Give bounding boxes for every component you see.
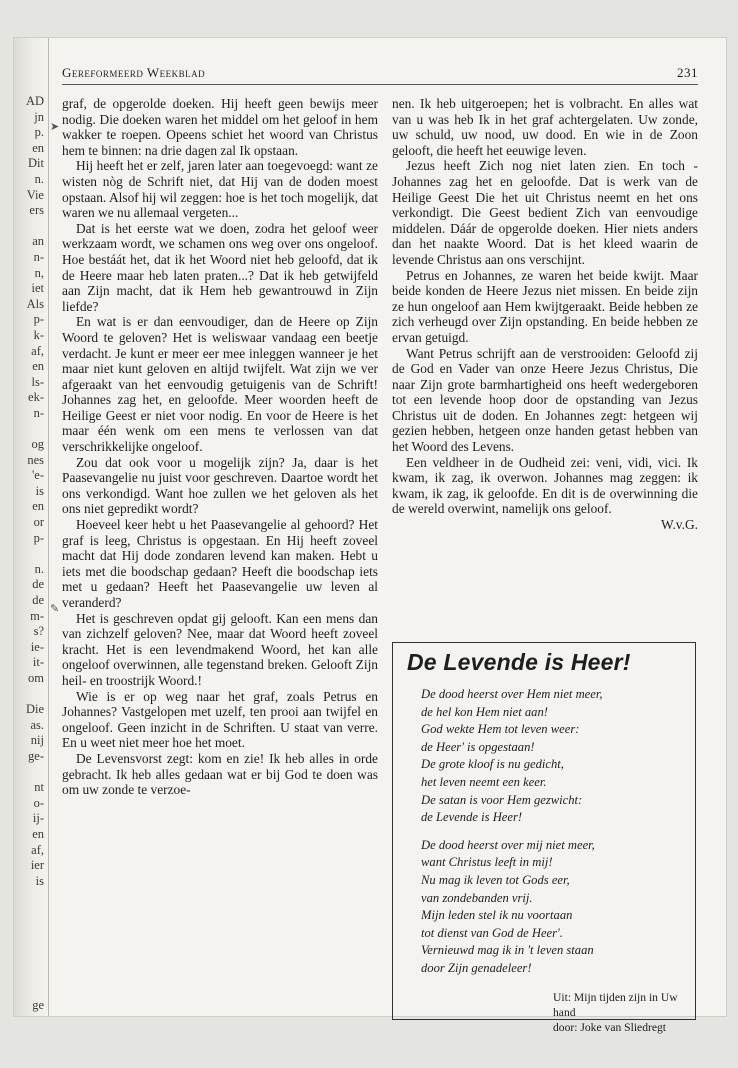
poem-line: de Levende is Heer! bbox=[421, 810, 523, 825]
fragment-line: nes bbox=[27, 452, 44, 467]
poem-line: De dood heerst over Hem niet meer, bbox=[421, 687, 603, 701]
fragment-line: p- bbox=[33, 312, 44, 327]
fragment-line: og bbox=[31, 437, 44, 452]
fragment-line: en bbox=[32, 499, 44, 514]
fragment-line bbox=[16, 936, 44, 952]
fragment-line bbox=[16, 967, 44, 983]
paragraph: De Levensvorst zegt: kom en zie! Ik heb alles in orde gebracht. Ik heb alles gedaan wat er bij God te doen was om uw zonde te verzoe- bbox=[62, 750, 378, 798]
fragment-line: AD bbox=[25, 94, 44, 108]
fragment-line: ls- bbox=[31, 374, 44, 389]
fragment-line: k- bbox=[33, 327, 44, 342]
poem-line: God wekte Hem tot leven weer: bbox=[421, 722, 580, 737]
fragment-line: ge- bbox=[28, 748, 44, 763]
left-column bbox=[62, 96, 378, 798]
paragraph: Zou dat ook voor u mogelijk zijn? Ja, daar is het Paasevangelie nu juist voor geschreven. Daartoe wordt het ons verkondigd. Want hoe zullen we het geloven als het ons niet gepredikt wordt? bbox=[62, 454, 378, 517]
fragment-line bbox=[16, 889, 44, 905]
fragment-line: Als bbox=[26, 296, 44, 311]
fragment-line bbox=[16, 687, 44, 703]
fragment-line bbox=[16, 983, 44, 999]
poem-line: De satan is voor Hem gezwicht: bbox=[421, 792, 583, 807]
fragment-line: it- bbox=[32, 655, 44, 670]
fragment-line: ie- bbox=[30, 639, 44, 654]
paragraph: Jezus heeft Zich nog niet laten zien. En toch - Johannes zag het en geloofde. Dat is werk van de Heilige Geest Die het uit Christus neemt en het ons verkondigt. Die Geest bedient Zich van eenvoudige middelen. Dáár de opgerolde doeken. Hier niets anders dan het naakte Woord. Dat is het kleed waarin de levende Christus aan ons verschijnt. bbox=[392, 158, 698, 267]
fragment-line: af, bbox=[31, 343, 44, 358]
page-number: 231 bbox=[677, 65, 698, 80]
fragment-line bbox=[16, 905, 44, 921]
fragment-line: jn bbox=[34, 109, 44, 124]
poem-line: Mijn leden stel ik nu voortaan bbox=[421, 908, 573, 923]
paragraph: Een veldheer in de Oudheid zei: veni, vidi, vici. Ik kwam, ik zag, ik overwon. Johannes mag zeggen: ik kwam, ik zag, ik geloofde. En dit is de overwinning die de wereld overwint, namelijk ons geloof. bbox=[392, 454, 698, 517]
previous-page-fragments bbox=[16, 94, 44, 1014]
poem-line: want Christus leeft in mij! bbox=[421, 855, 553, 870]
fragment-line: an bbox=[32, 234, 44, 249]
poem-line: Vernieuwd mag ik in 't leven staan bbox=[421, 943, 594, 958]
paragraph: Het is geschreven opdat gij gelooft. Kan een mens dan van zichzelf geloven? Nee, maar dat Woord heeft zoveel kracht. Het is een levendmakend Woord, het kan alle ongeloof overwinnen, alle tegenstand breken. Gelooft Zijn heil- en troostrijk Woord.! bbox=[62, 610, 378, 688]
fragment-line: o- bbox=[33, 795, 44, 810]
paragraph: Petrus en Johannes, ze waren het beide kwijt. Maar beide konden de Heere Jezus niet missen. En beide zijn ze hun ongeloof aan Hem kwijtgeraakt. Beide hebben ze zich verheugd over Zijn opstanding. En beide hebben ze ervan getuigd. bbox=[392, 267, 698, 345]
fragment-line: m- bbox=[30, 608, 44, 623]
fragment-line: or bbox=[33, 515, 44, 530]
poem-line: De grote kloof is nu gedicht, bbox=[421, 757, 564, 772]
fragment-line bbox=[16, 765, 44, 781]
paragraph: Dat is het eerste wat we doen, zodra het geloof weer werkzaam wordt, we schamen ons weg over ons ongeloof. Hoe bestáát het, dat ik het Woord niet heb geloofd, dat ik de Heere maar heb laten praten...? Dat ik heb getwijfeld aan Zijn macht, dat ik Hem heb gewantrouwd in Zijn liefde? bbox=[62, 220, 378, 314]
fragment-line bbox=[16, 421, 44, 437]
fragment-line: en bbox=[32, 826, 44, 841]
fragment-line: p. bbox=[34, 125, 44, 140]
paragraph: Hij heeft het er zelf, jaren later aan toegevoegd: want ze wisten nòg de Schrift niet, dat Hij van de doden moest opstaan. Alsof hij wil zeggen: hoe is het toch mogelijk, dat waren we nu allemaal vergeten... bbox=[62, 158, 378, 221]
credit-source: Uit: Mijn tijden zijn in Uw hand bbox=[553, 990, 678, 1019]
fragment-line: n. bbox=[34, 561, 44, 576]
fragment-line: n. bbox=[34, 171, 44, 186]
poem-line: De dood heerst over mij niet meer, bbox=[421, 837, 595, 852]
paragraph: graf, de opgerolde doeken. Hij heeft geen bewijs meer nodig. Die doeken waren het middel om het geloof in hem wakker te roepen. Opeens schiet het woord van Christus hem te binnen: na drie dagen zal Ik opstaan. bbox=[62, 96, 378, 158]
paragraph: Wie is er op weg naar het graf, zoals Petrus en Johannes? Vastgelopen met uzelf, ten prooi aan twijfel en ongeloof. Geen inzicht in de Schriften. U staat van verre. En u weet niet meer hoe het moet. bbox=[62, 688, 378, 751]
fragment-line: de bbox=[32, 577, 44, 592]
signature-line bbox=[392, 517, 698, 533]
fragment-line: iet bbox=[31, 281, 44, 296]
fragment-line: p- bbox=[33, 530, 44, 545]
margin-mark-icon: ✎ bbox=[50, 603, 60, 615]
fragment-line: en bbox=[32, 140, 44, 155]
fragment-line bbox=[16, 952, 44, 968]
poem-credit bbox=[553, 990, 685, 1035]
fragment-line bbox=[16, 920, 44, 936]
credit-author: door: Joke van Sliedregt bbox=[553, 1020, 667, 1034]
magazine-page bbox=[14, 38, 726, 1034]
fragment-line: 'e- bbox=[32, 468, 44, 483]
fragment-line: Vie bbox=[26, 187, 44, 202]
poem-line: van zondebanden vrij. bbox=[421, 890, 533, 905]
fragment-line bbox=[16, 546, 44, 562]
binding-gutter bbox=[14, 38, 49, 1016]
poem-line: de hel kon Hem niet aan! bbox=[421, 704, 548, 719]
poem-box bbox=[392, 642, 696, 1034]
fragment-line: ier bbox=[30, 858, 44, 873]
poem-stanza-1 bbox=[421, 686, 685, 827]
fragment-line: as. bbox=[30, 717, 44, 732]
fragment-line bbox=[16, 219, 44, 235]
paragraph: Want Petrus schrijft aan de verstrooiden: Geloofd zij de God en Vader van onze Heere Jezus Christus, Die naar Zijn grote barmhartigheid ons heeft wedergeboren tot een levende hoop door de opstanding van Jezus Christus uit de doden. En Johannes zegt: hetgeen wij gezien hebben, hetgeen onze handen getast hebben van het Woord des Levens. bbox=[392, 345, 698, 455]
fragment-line: n- bbox=[33, 249, 44, 264]
paragraph: Hoeveel keer hebt u het Paasevangelie al gehoord? Het graf is leeg, Christus is opgestaan. En Hij heeft zoveel macht dat Hij dode zondaren levend kan maken. Hebt u iets met die boodschap gedaan? Heeft die boodschap iets met u gedaan? Heeft het Paasevangelie uw leven al veranderd? bbox=[62, 517, 378, 610]
fragment-line: ge bbox=[32, 998, 44, 1013]
poem-stanza-2 bbox=[421, 837, 685, 978]
fragment-line: Dit bbox=[28, 156, 44, 171]
publication-title: Gereformeerd Weekblad bbox=[62, 65, 206, 80]
right-column bbox=[392, 96, 698, 533]
margin-mark-icon: ➤ bbox=[50, 121, 60, 133]
fragment-line: nt bbox=[34, 780, 44, 795]
author-signature: W.v.G. bbox=[661, 517, 698, 533]
fragment-line: is bbox=[35, 873, 44, 888]
fragment-line: om bbox=[28, 670, 44, 685]
poem-line: Nu mag ik leven tot Gods eer, bbox=[421, 872, 570, 887]
fragment-line: Die bbox=[25, 702, 44, 717]
fragment-line: af, bbox=[31, 842, 44, 857]
fragment-line: s? bbox=[33, 624, 44, 639]
poem-line: het leven neemt een keer. bbox=[421, 774, 547, 789]
fragment-line: de bbox=[32, 593, 44, 607]
fragment-line: is bbox=[35, 483, 44, 498]
paragraph: nen. Ik heb uitgeroepen; het is volbracht. En alles wat van u was heb Ik in het graf achtergelaten. Uw zonde, uw schuld, uw nood, uw dood. En wie in de Zoon gelooft, die heeft het eeuwige leven. bbox=[392, 96, 698, 158]
poem-line: door Zijn genadeleer! bbox=[421, 960, 532, 975]
fragment-line: en bbox=[32, 359, 44, 374]
poem-line: tot dienst van God de Heer'. bbox=[421, 925, 563, 940]
poem-line: de Heer' is opgestaan! bbox=[421, 739, 535, 754]
paragraph: En wat is er dan eenvoudiger, dan de Heere op Zijn Woord te geloven? Het is weliswaar vandaag een beetje verdacht. Je kunt er meer eer mee inleggen wanneer je het maar niet kunt geloven en altijd twijfelt. Wat zijn we ver afgeraakt van het eenvoudig getuigenis van de Schrift! Johannes zag het, en geloofde. Meer woorden heeft de Heilige Geest er niet voor nodig. En voor de Heere is het maar één wenk om een mens te verlossen van dat verschrikkelijke ongeloof. bbox=[62, 314, 378, 455]
fragment-line: ij- bbox=[32, 811, 44, 826]
fragment-line: nij bbox=[30, 733, 44, 748]
running-header bbox=[62, 64, 698, 85]
fragment-line: ek- bbox=[28, 390, 44, 405]
fragment-line: ers bbox=[29, 203, 44, 218]
fragment-line: n- bbox=[33, 405, 44, 420]
fragment-line: n, bbox=[34, 265, 44, 280]
poem-title: De Levende is Heer! bbox=[407, 649, 631, 675]
